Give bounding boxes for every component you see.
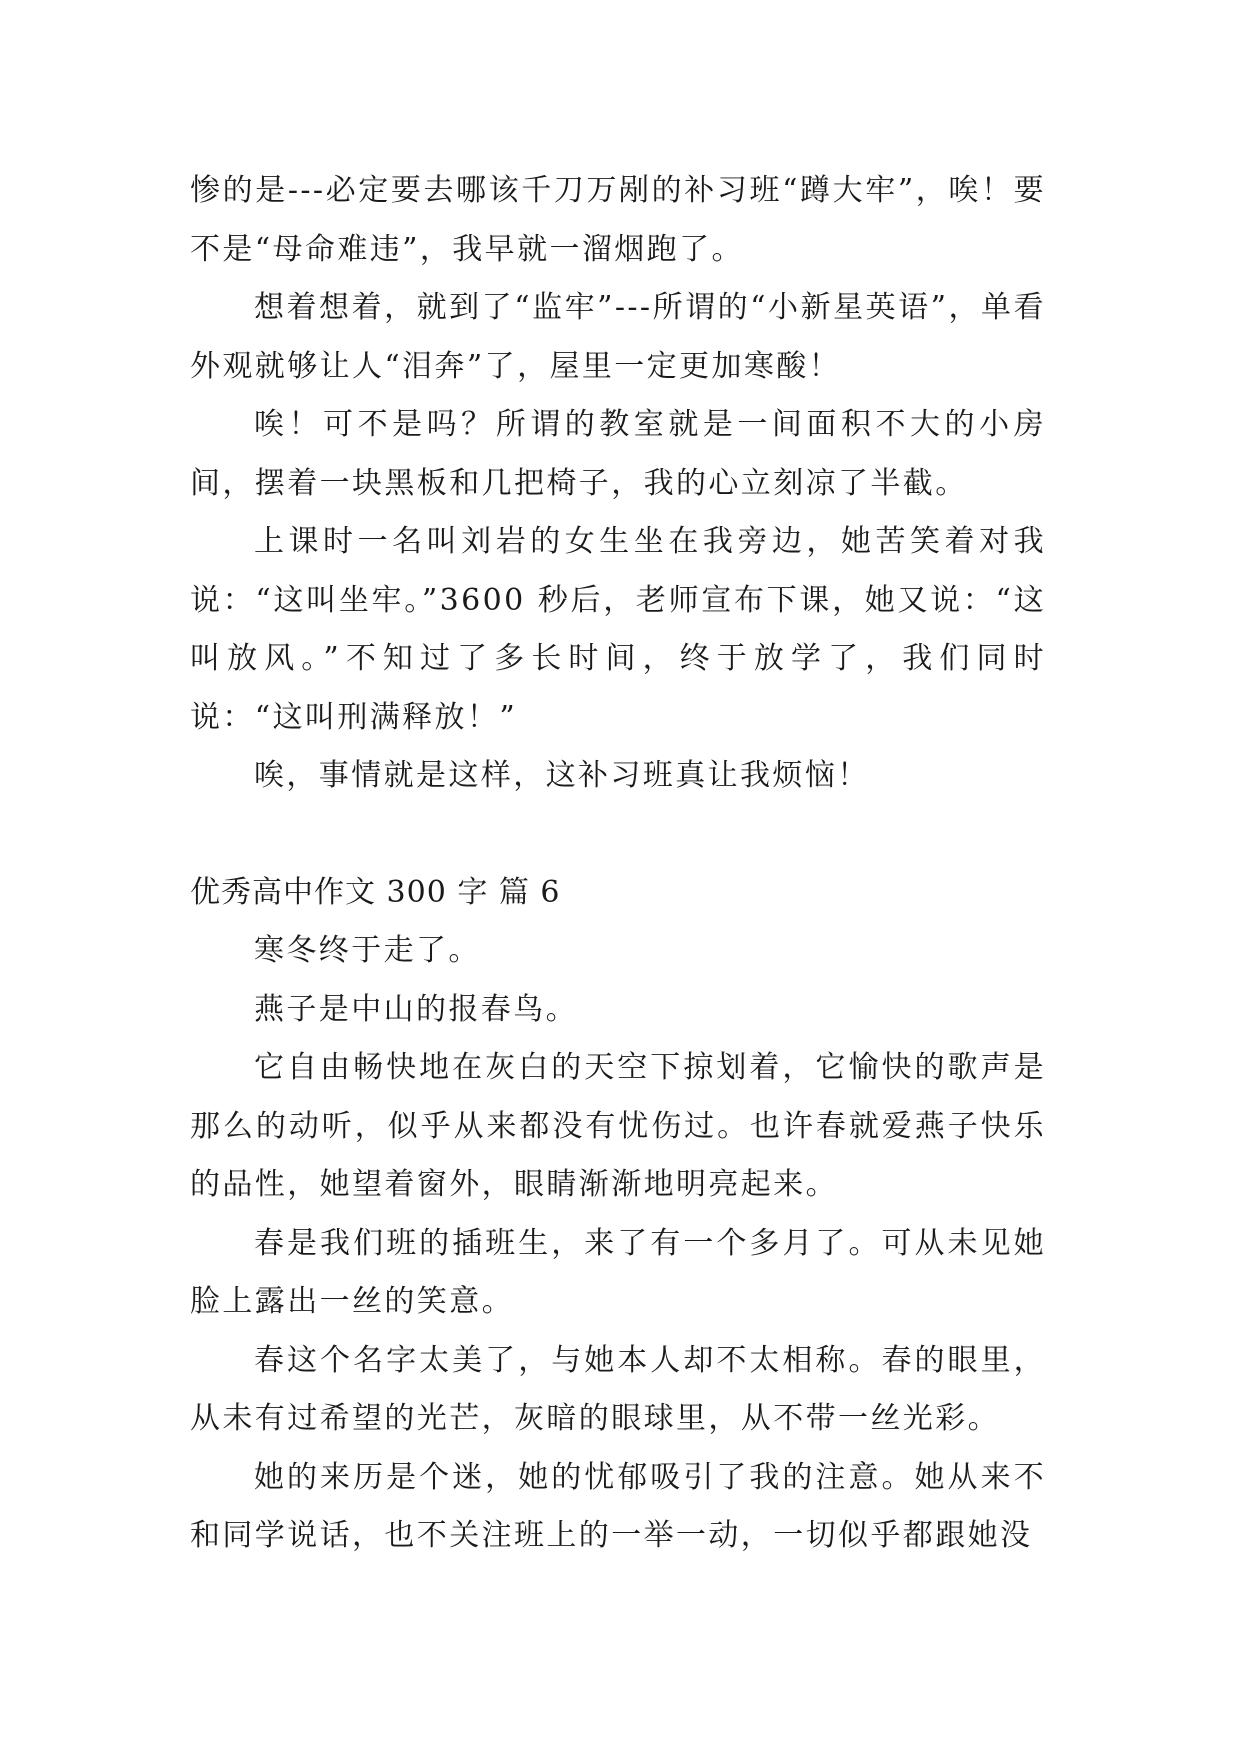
paragraph-9: 春是我们班的插班生，来了有一个多月了。可从未见她脸上露出一丝的笑意。: [190, 1225, 1046, 1319]
section-spacer: [190, 806, 1046, 864]
paragraph-5: 唉，事情就是这样，这补习班真让我烦恼！: [254, 758, 870, 793]
paragraph-6: 寒冬终于走了。: [254, 933, 481, 968]
document-body: [190, 162, 1046, 1566]
paragraph-10: 春这个名字太美了，与她本人却不太相称。春的眼里，从未有过希望的光芒，灰暗的眼球里，从不带一丝光彩。: [190, 1342, 1046, 1436]
paragraph-7: 燕子是中山的报春鸟。: [254, 991, 578, 1027]
paragraph-8: 它自由畅快地在灰白的天空下掠划着，它愉快的歌声是那么的动听，似乎从来都没有忧伤过。也许春就爱燕子快乐的品性，她望着窗外，眼睛渐渐地明亮起来。: [190, 1050, 1046, 1202]
paragraph-2: 想着想着，就到了“监牢”---所谓的“小新星英语”，单看外观就够让人“泪奔”了，屋里一定更加寒酸！: [190, 290, 1046, 384]
paragraph-11: 她的来历是个迷，她的忧郁吸引了我的注意。她从来不和同学说话，也不关注班上的一举一动，一切似乎都跟她没: [190, 1459, 1046, 1553]
section-heading: 优秀高中作文 300 字 篇 6: [190, 874, 561, 910]
paragraph-1: 惨的是---必定要去哪该千刀万剐的补习班“蹲大牢”，唉！要不是“母命难违”，我早就一溜烟跑了。: [190, 173, 1046, 267]
paragraph-4: 上课时一名叫刘岩的女生坐在我旁边，她苦笑着对我说：“这叫坐牢。”3600 秒后，老师宣布下课，她又说：“这叫放风。”不知过了多长时间，终于放学了，我们同时说：“这叫刑满释放！”: [190, 524, 1046, 735]
paragraph-3: 唉！可不是吗？所谓的教室就是一间面积不大的小房间，摆着一块黑板和几把椅子，我的心立刻凉了半截。: [190, 407, 1046, 501]
